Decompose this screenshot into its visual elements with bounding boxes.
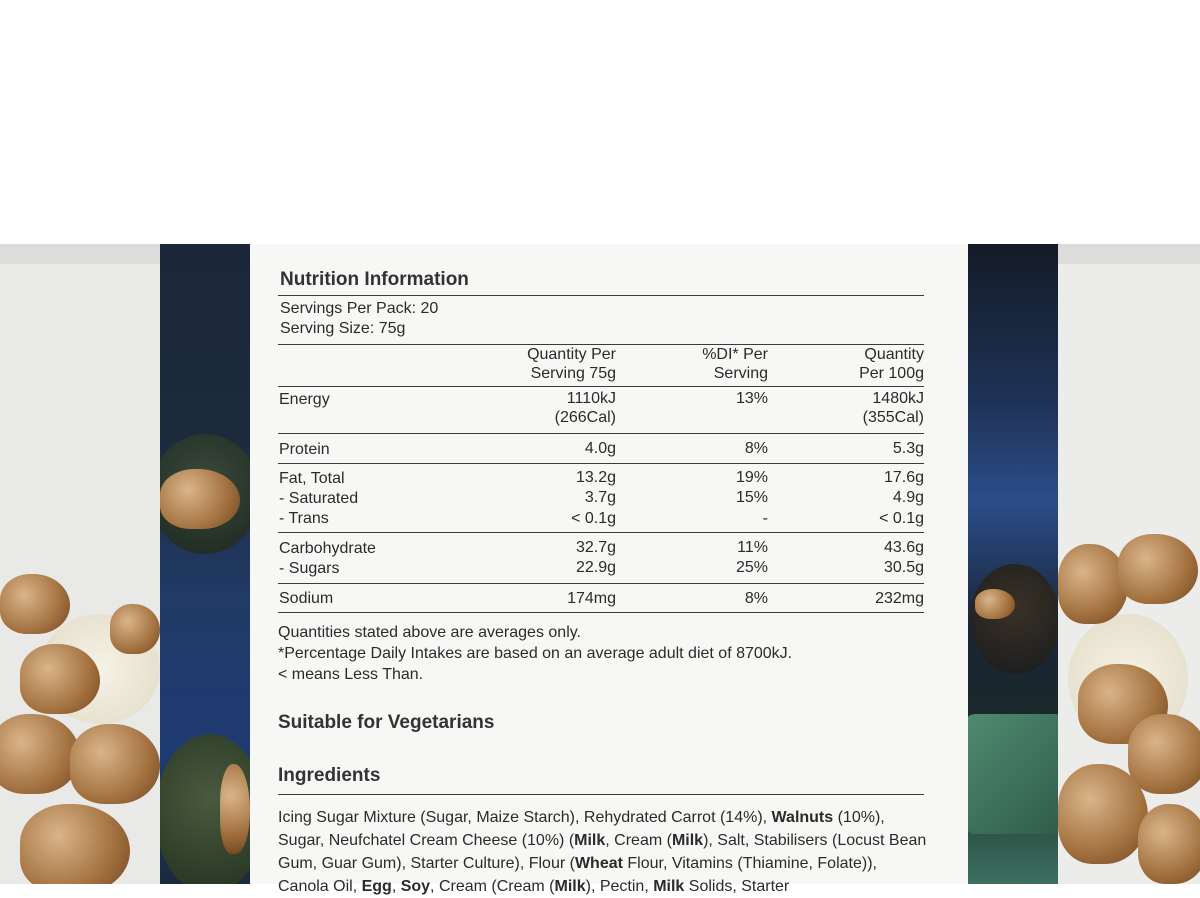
allergen-milk: Milk — [554, 878, 586, 895]
row-saturated-label: - Saturated — [279, 490, 359, 507]
row-divider — [278, 463, 924, 464]
dark-backdrop-left — [160, 244, 252, 884]
ingredients-segment: Solids, Starter — [684, 878, 790, 895]
header-per100-line1: Quantity — [864, 346, 924, 363]
title-divider — [278, 295, 924, 296]
row-protein-label: Protein — [279, 441, 330, 458]
row-divider — [278, 583, 924, 584]
ingredients-segment: , — [391, 878, 401, 895]
row-trans-label: - Trans — [279, 510, 329, 527]
row-fat-serving: 13.2g — [575, 469, 616, 486]
servings-per-pack: Servings Per Pack: 20 — [280, 300, 439, 317]
row-fat-per100: 17.6g — [883, 469, 924, 486]
ingredients-segment: (10%), Sugar, Neufchatel Cream Cheese (10%) ( — [278, 809, 885, 849]
ingredients-segment: ), Pectin, — [585, 878, 654, 895]
row-carbohydrate-label: Carbohydrate — [279, 540, 376, 557]
row-carbohydrate-per100: 43.6g — [883, 539, 924, 556]
ingredients-segment: ), Salt, Stabilisers (Locust Bean Gum, Guar Gum), Starter Culture), Flour ( — [278, 832, 927, 872]
serving-size: Serving Size: 75g — [280, 320, 406, 337]
row-saturated-serving: 3.7g — [584, 489, 616, 506]
row-sodium-label: Sodium — [279, 590, 334, 607]
row-protein-per100: 5.3g — [892, 440, 924, 457]
header-per100-line2: Per 100g — [859, 365, 924, 382]
row-carbohydrate-serving: 32.7g — [575, 539, 616, 556]
row-sodium-per100: 232mg — [875, 590, 924, 607]
allergen-egg: Egg — [361, 878, 392, 895]
row-carbohydrate-di: 11% — [737, 539, 768, 556]
footnote-daily-intakes: *Percentage Daily Intakes are based on an average adult diet of 8700kJ. — [278, 645, 793, 662]
nutrition-title: Nutrition Information — [280, 269, 469, 290]
row-trans-serving: < 0.1g — [571, 510, 616, 527]
row-energy-label: Energy — [279, 391, 330, 408]
packaging-left-photo — [0, 244, 165, 884]
row-trans-di: - — [762, 510, 768, 527]
header-di-line1: %DI* Per — [702, 346, 768, 363]
ingredients-segment: Icing Sugar Mixture (Sugar, Maize Starch), Rehydrated Carrot (14%), — [278, 809, 772, 826]
row-fat-di: 19% — [735, 469, 768, 486]
ingredients-divider — [278, 794, 924, 795]
row-energy-serving: 1110kJ — [566, 390, 616, 407]
footnote-averages: Quantities stated above are averages only. — [278, 624, 581, 641]
ingredients-segment: Flour, Vitamins (Thiamine, Folate)), Canola Oil, — [278, 855, 877, 895]
row-sugars-serving: 22.9g — [575, 559, 616, 576]
ingredients-list — [278, 806, 928, 898]
ingredients-title: Ingredients — [278, 765, 381, 786]
dark-backdrop-right — [965, 244, 1065, 884]
allergen-walnuts: Walnuts — [771, 809, 834, 826]
header-serving-line1: Quantity Per — [527, 346, 616, 363]
header-serving-line2: Serving 75g — [530, 365, 616, 382]
row-sugars-label: - Sugars — [279, 560, 340, 577]
ingredients-segment: , Cream (Cream ( — [430, 878, 555, 895]
row-saturated-di: 15% — [735, 489, 768, 506]
ingredients-segment: , Cream ( — [605, 832, 672, 849]
allergen-milk: Milk — [574, 832, 606, 849]
allergen-wheat: Wheat — [574, 855, 623, 872]
row-energy-per100-cal: (355Cal) — [862, 409, 924, 426]
table-bottom-rule — [278, 612, 924, 613]
row-divider — [278, 532, 924, 533]
row-saturated-per100: 4.9g — [892, 489, 924, 506]
row-energy-serving-cal: (266Cal) — [554, 409, 616, 426]
suitable-for-vegetarians: Suitable for Vegetarians — [278, 712, 495, 733]
row-fat-label: Fat, Total — [279, 470, 345, 487]
row-protein-di: 8% — [744, 440, 768, 457]
row-sodium-serving: 174mg — [567, 590, 616, 607]
allergen-milk: Milk — [671, 832, 704, 849]
row-sugars-per100: 30.5g — [883, 559, 924, 576]
packaging-right-photo — [1058, 244, 1200, 884]
row-trans-per100: < 0.1g — [879, 510, 924, 527]
row-protein-serving: 4.0g — [584, 440, 616, 457]
header-di-line2: Serving — [713, 365, 768, 382]
row-sugars-di: 25% — [735, 559, 768, 576]
allergen-soy: Soy — [400, 878, 431, 895]
header-bottom-rule — [278, 386, 924, 387]
allergen-milk: Milk — [653, 878, 685, 895]
row-sodium-di: 8% — [744, 590, 768, 607]
row-energy-per100: 1480kJ — [872, 390, 924, 407]
footnote-less-than: < means Less Than. — [278, 666, 424, 683]
row-energy-di: 13% — [735, 390, 768, 407]
row-divider — [278, 433, 924, 434]
